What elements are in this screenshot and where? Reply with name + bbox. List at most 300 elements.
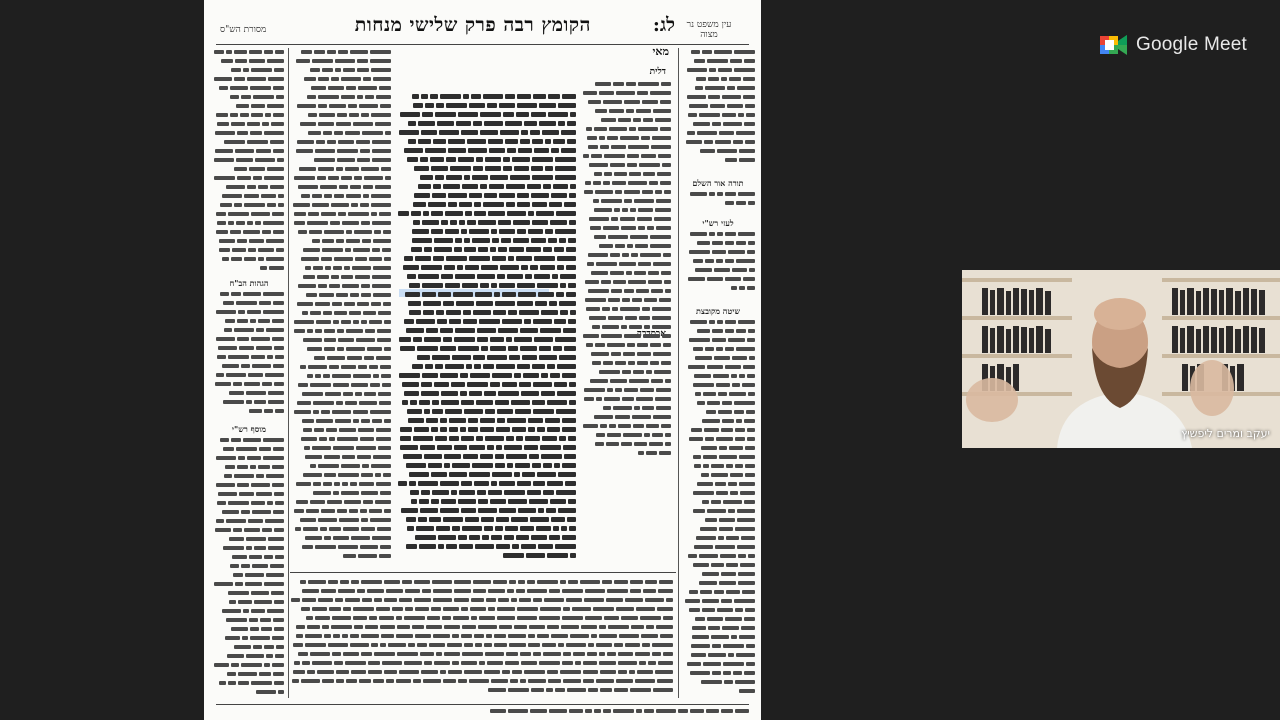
text-line [396,173,576,182]
text-line [212,344,284,353]
tosafot-lead-word: מאי [652,45,669,58]
text-line [581,368,671,377]
text-line [683,597,755,606]
text-line [291,201,391,210]
text-line [212,508,284,517]
text-line [396,137,576,146]
text-line [212,380,284,389]
text-line [289,686,673,695]
text-line [683,426,755,435]
text-line [212,246,284,255]
text-line [212,643,284,652]
text-line [212,299,284,308]
text-line [683,354,755,363]
text-line [212,580,284,589]
shita-mekubetzet-heading: שיטה מקובצת [696,306,740,316]
text-line [212,625,284,634]
text-line [212,688,284,697]
text-line [683,66,755,75]
text-line [396,227,576,236]
text-line [581,116,671,125]
text-line [683,248,755,257]
text-line [212,335,284,344]
text-line [291,102,391,111]
text-line [212,308,284,317]
text-line [212,679,284,688]
text-line [581,323,671,332]
text-line [683,660,755,669]
text-line [581,251,671,260]
text-line [396,326,576,335]
text-line [396,551,576,560]
talmud-page [204,0,761,720]
text-line [291,543,391,552]
meet-camera-icon [1100,34,1128,56]
text-line [683,534,755,543]
text-line [396,164,576,173]
text-line [289,623,673,632]
text-line [683,489,755,498]
shita-mekubetzet-column [683,318,755,703]
text-line [212,526,284,535]
text-line [581,89,671,98]
text-line [291,219,391,228]
text-line [291,165,391,174]
text-line [291,156,391,165]
text-line [289,677,673,686]
text-line [291,75,391,84]
text-line [581,332,671,341]
text-line [289,587,673,596]
text-line [291,408,391,417]
text-line [212,607,284,616]
text-line [581,179,671,188]
gemara-column [396,92,576,567]
text-line [212,57,284,66]
text-line [291,93,391,102]
text-line [212,192,284,201]
bottom-commentary [289,578,673,698]
text-line [581,161,671,170]
text-line [396,272,576,281]
text-line [683,257,755,266]
text-line [581,80,671,89]
torah-or-column [683,190,755,214]
text-line [291,498,391,507]
rashi-laazei-heading: לעזי רש"י [702,218,734,228]
participant-video-frame [962,270,1280,448]
text-line [212,490,284,499]
text-line [212,598,284,607]
text-line [212,652,284,661]
text-line [291,372,391,381]
text-line [212,264,284,273]
text-line [581,143,671,152]
text-line [396,209,576,218]
text-line [212,219,284,228]
text-line [212,84,284,93]
text-line [212,472,284,481]
text-line [581,350,671,359]
text-line [396,344,576,353]
text-line [291,489,391,498]
text-line [683,372,755,381]
text-line [212,111,284,120]
text-line [212,48,284,57]
text-line [683,190,755,199]
text-line [396,389,576,398]
text-line [396,245,576,254]
footer-rule [216,704,749,705]
text-line [212,553,284,562]
text-line [396,317,576,326]
text-line [683,120,755,129]
column-rule [678,48,679,698]
text-line [396,515,576,524]
text-line [289,641,673,650]
page-title: הקומץ רבה פרק שלישי מנחות [354,14,591,36]
text-line [396,506,576,515]
hagahot-bach-column [212,290,284,418]
text-line [396,299,576,308]
text-line [581,224,671,233]
text-line [683,480,755,489]
text-line [212,499,284,508]
text-line [291,480,391,489]
text-line [212,237,284,246]
commentary-rule [290,572,676,573]
text-line [212,616,284,625]
text-line [683,275,755,284]
text-line [289,668,673,677]
text-line [396,281,576,290]
text-line [289,578,673,587]
text-line [581,107,671,116]
text-line [212,398,284,407]
text-line [581,314,671,323]
text-line [683,471,755,480]
text-line [212,183,284,192]
text-line [396,119,576,128]
text-line [683,543,755,552]
text-line [291,381,391,390]
text-line [396,254,576,263]
text-line [581,386,671,395]
text-line [396,416,576,425]
meet-brand-text: Google Meet [1136,34,1247,55]
text-line [581,188,671,197]
text-line [212,75,284,84]
text-line [581,359,671,368]
text-line [683,435,755,444]
text-line [291,138,391,147]
text-line [289,596,673,605]
text-line [212,129,284,138]
page-header [204,14,761,42]
text-line [683,633,755,642]
text-line [396,236,576,245]
text-line [212,147,284,156]
rashi-column [581,80,671,460]
text-line [212,165,284,174]
text-line [581,242,671,251]
text-line [212,517,284,526]
text-line [212,290,284,299]
musaf-rashi-column [212,436,284,704]
text-line [683,588,755,597]
text-line [291,237,391,246]
text-line [396,371,576,380]
text-line [396,533,576,542]
text-line [212,634,284,643]
musaf-rashi-heading: מוסף רש"י [231,424,267,434]
text-line [212,571,284,580]
text-line [683,381,755,390]
text-line [396,443,576,452]
text-line [581,377,671,386]
text-line [396,452,576,461]
text-line [396,290,576,299]
text-line [291,471,391,480]
text-line [291,525,391,534]
text-line [396,398,576,407]
text-line [212,670,284,679]
text-line [291,246,391,255]
text-line [291,309,391,318]
text-line [683,570,755,579]
text-line [291,462,391,471]
text-line [683,525,755,534]
text-line [396,191,576,200]
text-line [683,651,755,660]
text-line [581,125,671,134]
text-line [291,318,391,327]
text-line [581,98,671,107]
text-line [683,453,755,462]
text-line [291,390,391,399]
text-line [581,305,671,314]
text-line [683,624,755,633]
text-line [581,278,671,287]
google-meet-logo [1100,34,1247,56]
text-line [581,404,671,413]
text-line [683,669,755,678]
text-line [212,445,284,454]
text-line [396,335,576,344]
footer-notes [216,707,749,717]
text-line [683,48,755,57]
text-line [212,535,284,544]
text-line [289,605,673,614]
text-line [683,363,755,372]
torah-or-heading: תורה אור השלם [692,178,744,188]
text-line [212,120,284,129]
text-line [683,239,755,248]
text-line [683,687,755,696]
text-line [291,192,391,201]
text-line [683,93,755,102]
text-line [291,111,391,120]
text-line [581,413,671,422]
text-line [291,129,391,138]
text-line [581,269,671,278]
text-line [291,552,391,561]
text-line [581,395,671,404]
text-line [212,317,284,326]
text-line [212,589,284,598]
text-line [581,431,671,440]
text-line [396,497,576,506]
text-line [581,197,671,206]
text-line [683,111,755,120]
text-line [291,228,391,237]
tosafot-second-lead: דלית [649,67,666,77]
text-line [291,264,391,273]
text-line [212,66,284,75]
text-line [396,263,576,272]
text-line [581,215,671,224]
text-line [291,183,391,192]
text-line [212,661,284,670]
text-line [396,218,576,227]
text-line [683,318,755,327]
text-line [291,291,391,300]
text-line [581,260,671,269]
text-line [212,326,284,335]
text-line [291,354,391,363]
text-line [291,507,391,516]
text-line [581,206,671,215]
text-line [212,102,284,111]
text-line [396,353,576,362]
text-line [291,210,391,219]
text-line [212,407,284,416]
text-line [683,642,755,651]
participant-video-tile[interactable] [962,270,1280,448]
text-line [291,48,391,57]
text-line [291,534,391,543]
text-line [396,101,576,110]
text-line [291,444,391,453]
ein-mishpat-column [683,48,755,173]
text-line [683,129,755,138]
text-line [289,650,673,659]
text-line [396,362,576,371]
text-line [581,170,671,179]
text-line [683,84,755,93]
tosafot-column [291,48,391,568]
text-line [291,255,391,264]
text-line [291,327,391,336]
text-line [289,659,673,668]
text-line [291,147,391,156]
text-line [216,707,749,716]
text-line [291,300,391,309]
participant-name-label: יעקב ומרים ליפשיץ [1181,427,1270,440]
text-line [683,552,755,561]
text-line [683,138,755,147]
text-line [581,296,671,305]
text-line [396,461,576,470]
text-line [683,615,755,624]
text-line [291,363,391,372]
text-line [212,389,284,398]
text-line [291,336,391,345]
text-line [581,341,671,350]
text-line [396,407,576,416]
text-line [683,156,755,165]
text-line [291,84,391,93]
text-line [683,345,755,354]
text-line [212,228,284,237]
text-line [289,614,673,623]
page-number: לג: [652,14,675,36]
text-line [683,266,755,275]
text-line [683,147,755,156]
text-line [683,230,755,239]
text-line [212,210,284,219]
text-line [291,273,391,282]
text-line [291,282,391,291]
text-line [291,66,391,75]
text-line [683,678,755,687]
text-line [291,435,391,444]
text-line [212,362,284,371]
text-line [396,182,576,191]
text-line [683,390,755,399]
text-line [291,174,391,183]
text-line [581,233,671,242]
text-line [683,516,755,525]
text-line [291,426,391,435]
text-line [581,422,671,431]
text-line [683,408,755,417]
text-line [396,380,576,389]
text-line [396,146,576,155]
text-line [581,134,671,143]
text-line [683,327,755,336]
text-line [683,199,755,208]
ein-mishpat-header: עין משפט נר מצוה [686,20,732,40]
text-line [396,488,576,497]
text-line [212,201,284,210]
mesoret-hashas-header: מסורת הש"ס [220,25,267,35]
text-line [683,579,755,588]
text-line [396,479,576,488]
text-line [212,544,284,553]
text-line [212,454,284,463]
text-line [396,542,576,551]
text-line [212,156,284,165]
text-line [683,336,755,345]
hagahot-bach-heading: הגהות הב"ח [229,278,269,288]
text-line [396,200,576,209]
text-line [212,436,284,445]
text-line [396,128,576,137]
text-line [212,174,284,183]
text-line [212,138,284,147]
text-line [396,155,576,164]
mesoret-hashas-column [212,48,284,273]
text-line [396,308,576,317]
text-line [291,453,391,462]
text-line [581,440,671,449]
text-line [291,417,391,426]
text-line [212,463,284,472]
text-line [212,353,284,362]
text-line [291,516,391,525]
text-line [396,425,576,434]
